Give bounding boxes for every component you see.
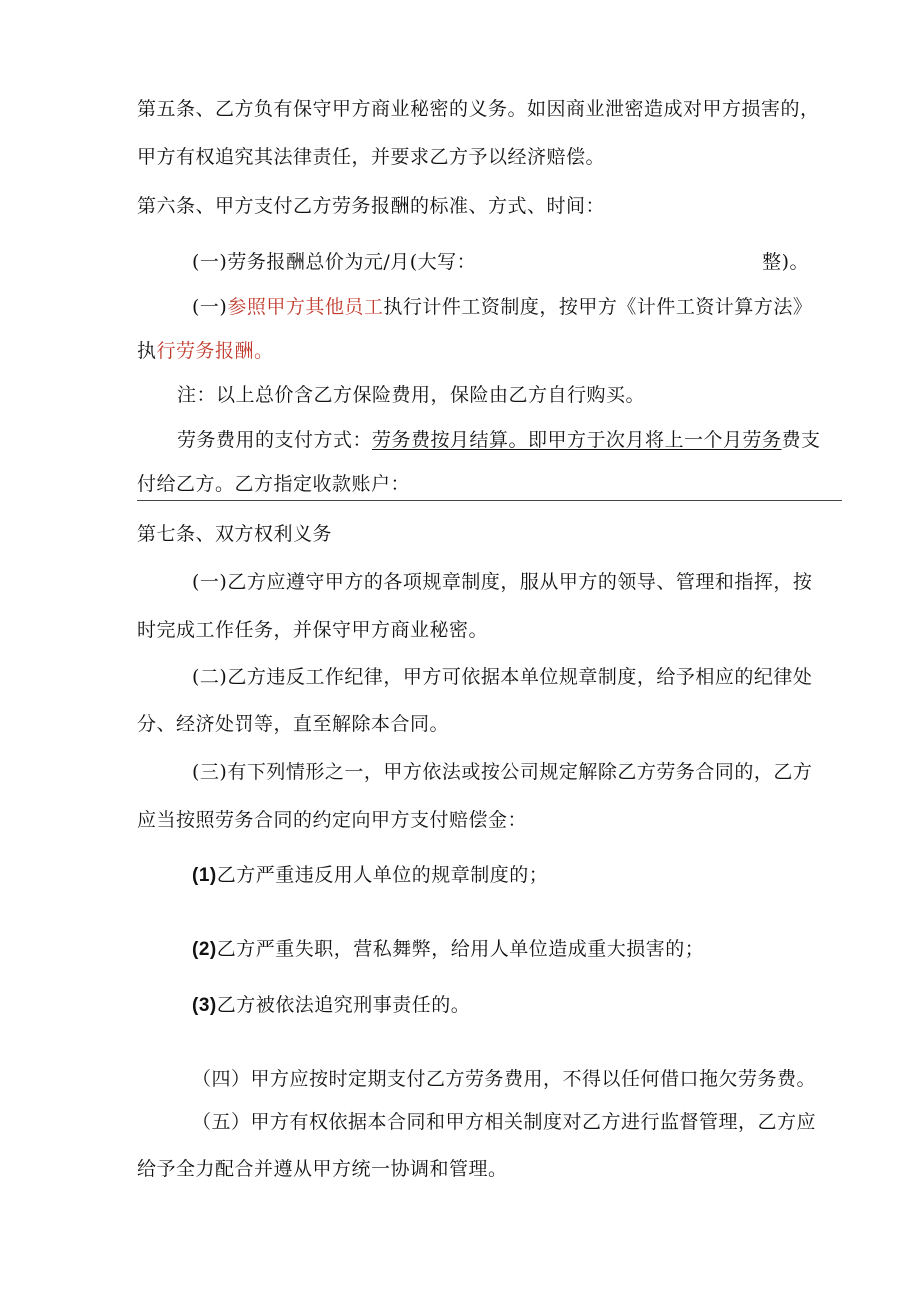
- article5-line1: 第五条、乙方负有保守甲方商业秘密的义务。如因商业泄密造成对甲方损害的，: [137, 98, 820, 120]
- sub3-number: (3): [192, 995, 217, 1016]
- article6-item2-prefix: (一): [192, 296, 228, 318]
- sub1-text: 乙方严重违反用人单位的规章制度的；: [216, 864, 549, 886]
- article7-item3-line2: 应当按照劳务合同的约定向甲方支付赔偿金：: [137, 809, 528, 831]
- article6-item1-prefix: (一)劳务报酬总价为元/月(大写：: [192, 251, 477, 273]
- horizontal-divider: [137, 500, 842, 501]
- payment-underlined-text: 劳务费按月结算。即甲方于次月将上一个月劳务: [372, 429, 782, 451]
- article7-item4: （四）甲方应按时定期支付乙方劳务费用，不得以任何借口拖欠劳务费。: [192, 1068, 817, 1090]
- article7-item5-line2: 给予全力配合并遵从甲方统一协调和管理。: [137, 1158, 508, 1180]
- article6-item1-suffix: 整)。: [762, 251, 810, 273]
- article6-item2-rest: 执行计件工资制度，按甲方《计件工资计算方法》: [383, 296, 813, 318]
- article6-item2-line2: [137, 339, 274, 363]
- article6-item2-line2-red: 行劳务报酬。: [156, 340, 274, 362]
- article7-sub1: [192, 863, 548, 888]
- article6-item2-line1: [192, 295, 812, 319]
- sub3-text: 乙方被依法追究刑事责任的。: [216, 994, 471, 1016]
- article7-item2-line1: (二)乙方违反工作纪律，甲方可依据本单位规章制度，给予相应的纪律处: [192, 666, 813, 688]
- sub1-number: (1): [192, 865, 217, 886]
- article7-item2-line2: 分、经济处罚等，直至解除本合同。: [137, 713, 450, 735]
- article7-item5-line1: （五）甲方有权依据本合同和甲方相关制度对乙方进行监督管理，乙方应: [192, 1111, 817, 1133]
- article7-item1-line2: 时完成工作任务，并保守甲方商业秘密。: [137, 619, 489, 641]
- article7-heading: 第七条、双方权利义务: [137, 523, 333, 545]
- article6-heading: 第六条、甲方支付乙方劳务报酬的标准、方式、时间：: [137, 195, 606, 217]
- sub2-text: 乙方严重失职，营私舞弊，给用人单位造成重大损害的；: [216, 938, 705, 960]
- article6-note: 注：以上总价含乙方保险费用，保险由乙方自行购买。: [177, 384, 646, 406]
- article6-item2-line2-prefix: 执: [137, 340, 157, 362]
- article6-payment-line1: [177, 428, 821, 452]
- article7-item1-line1: (一)乙方应遵守甲方的各项规章制度，服从甲方的领导、管理和指挥，按: [192, 571, 813, 593]
- article6-item1: [192, 250, 809, 274]
- payment-label: 劳务费用的支付方式：: [177, 429, 373, 451]
- article6-item2-red-text: 参照甲方其他员工: [227, 296, 384, 318]
- article7-sub3: [192, 993, 470, 1018]
- sub2-number: (2): [192, 939, 217, 960]
- article5-line2: 甲方有权追究其法律责任，并要求乙方予以经济赔偿。: [137, 146, 606, 168]
- article6-payment-line2: 付给乙方。乙方指定收款账户：: [137, 473, 411, 495]
- payment-tail: 费支: [781, 429, 821, 451]
- article7-sub2: [192, 937, 704, 962]
- article7-item3-line1: (三)有下列情形之一，甲方依法或按公司规定解除乙方劳务合同的，乙方: [192, 761, 813, 783]
